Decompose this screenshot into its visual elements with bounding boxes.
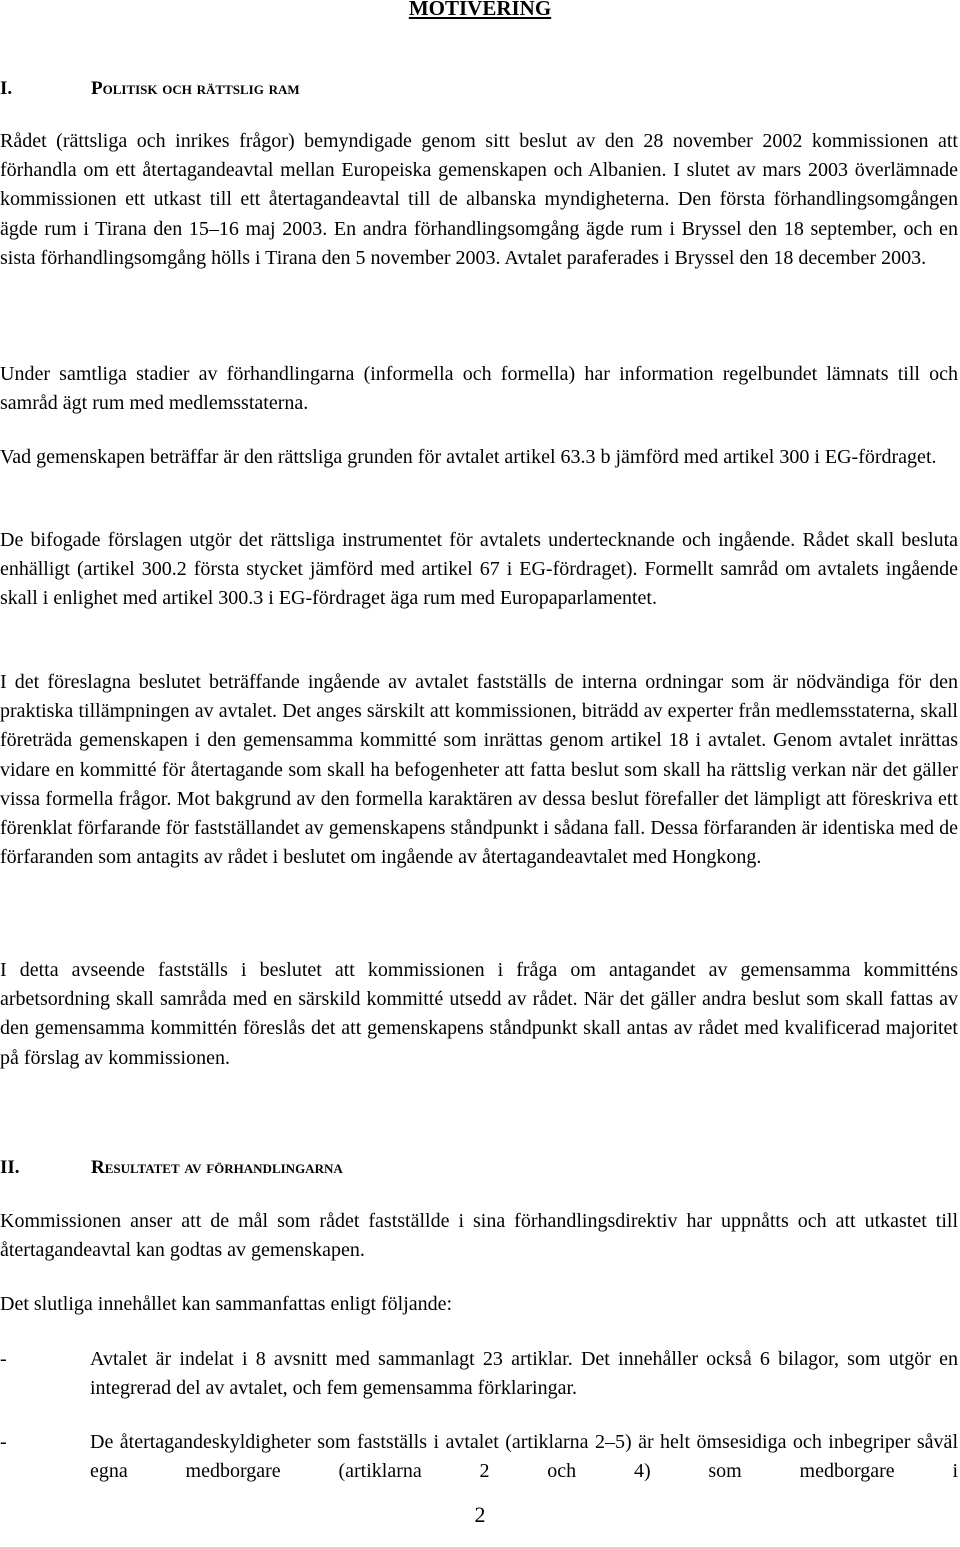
page-number: 2 <box>474 1502 486 1527</box>
section-1-paragraph-2: Under samtliga stadier av förhandlingarna (informella och formella) har information regelbundet lämnats till och samråd ägt rum med medlemsstaterna. <box>0 363 958 415</box>
section-1-paragraph-3: Vad gemenskapen beträffar är den rättsliga grunden för avtalet artikel 63.3 b jämförd med artikel 300 i EG-fördraget. <box>0 446 937 468</box>
section-2-paragraph-1: Kommissionen anser att de mål som rådet fastställde i sina förhandlingsdirektiv har uppnåtts och att utkastet till återtagandeavtal kan godtas av gemenskapen. <box>0 1210 958 1262</box>
section-1-title: Politisk och rättslig ram <box>91 78 300 99</box>
bullet-text-2: De återtagandeskyldigheter som fastställs i avtalet (artiklarna 2–5) är helt ömsesidiga och inbegriper såväl egna medborgare (artiklarna 2 och 4) som medborgare i <box>90 1431 958 1483</box>
section-1-paragraph-6: I detta avseende fastställs i beslutet att kommissionen i fråga om antagandet av gemensamma kommitténs arbetsordning skall samråda med en särskild kommitté utsedd av rådet. När det gäller andra beslut som skall fattas av den gemensamma kommittén föreslås det att gemenskapens ståndpunkt skall antas av rådet med kvalificerad majoritet på förslag av kommissionen. <box>0 959 958 1069</box>
bullet-item-1 <box>0 1345 958 1403</box>
section-2-paragraph-2: Det slutliga innehållet kan sammanfattas enligt följande: <box>0 1293 453 1315</box>
section-1-paragraph-4: De bifogade förslagen utgör det rättsliga instrumentet för avtalets undertecknande och ingående. Rådet skall besluta enhälligt (artikel 300.2 första stycket jämförd med artikel 67 i EG-fördraget). Formellt samråd om avtalets ingående skall i enlighet med artikel 300.3 i EG-fördraget äga rum med Europaparlamentet. <box>0 529 958 610</box>
bullet-dash-2: - <box>0 1431 7 1453</box>
bullet-item-2 <box>0 1428 958 1486</box>
bullet-dash-1: - <box>0 1348 7 1370</box>
section-2-number: II. <box>0 1157 20 1178</box>
document-title: MOTIVERING <box>408 0 552 20</box>
section-1-paragraph-1: Rådet (rättsliga och inrikes frågor) bemyndigade genom sitt beslut av den 28 november 2002 kommissionen att förhandla om ett återtagandeavtal mellan Europeiska gemenskapen och Albanien. I slutet av mars 2003 överlämnade kommissionen ett utkast till ett återtagandeavtal till de albanska myndigheterna. Den första förhandlingsomgången ägde rum i Tirana den 15–16 maj 2003. En andra förhandlingsomgång ägde rum i Bryssel den 18 september, och en sista förhandlingsomgång hölls i Tirana den 5 november 2003. Avtalet paraferades i Bryssel den 18 december 2003. <box>0 130 958 269</box>
section-1-paragraph-5: I det föreslagna beslutet beträffande ingående av avtalet fastställs de interna ordningar som är nödvändiga för den praktiska tillämpningen av avtalet. Det anges särskilt att kommissionen, biträdd av experter från medlemsstaterna, skall företräda gemenskapen i den gemensamma kommitté som inrättas genom artikel 18 i avtalet. Genom avtalet inrättas vidare en kommitté för återtagande som skall ha befogenheter att fatta beslut som skall ha rättslig verkan när det gäller vissa formella frågor. Mot bakgrund av den formella karaktären av dessa beslut förefaller det lämpligt att föreskriva ett förenklat förfarande för fastställandet av gemenskapens ståndpunkt i sådana fall. Dessa förfaranden är identiska med de förfaranden som antagits av rådet i beslutet om ingående av återtagandeavtalet med Hongkong. <box>0 671 958 869</box>
section-2-title: Resultatet av förhandlingarna <box>91 1157 343 1178</box>
bullet-text-1: Avtalet är indelat i 8 avsnitt med sammanlagt 23 artiklar. Det innehåller också 6 bilagor, som utgör en integrerad del av avtalet, och fem gemensamma förklaringar. <box>90 1348 958 1400</box>
section-1-number: I. <box>0 78 13 99</box>
